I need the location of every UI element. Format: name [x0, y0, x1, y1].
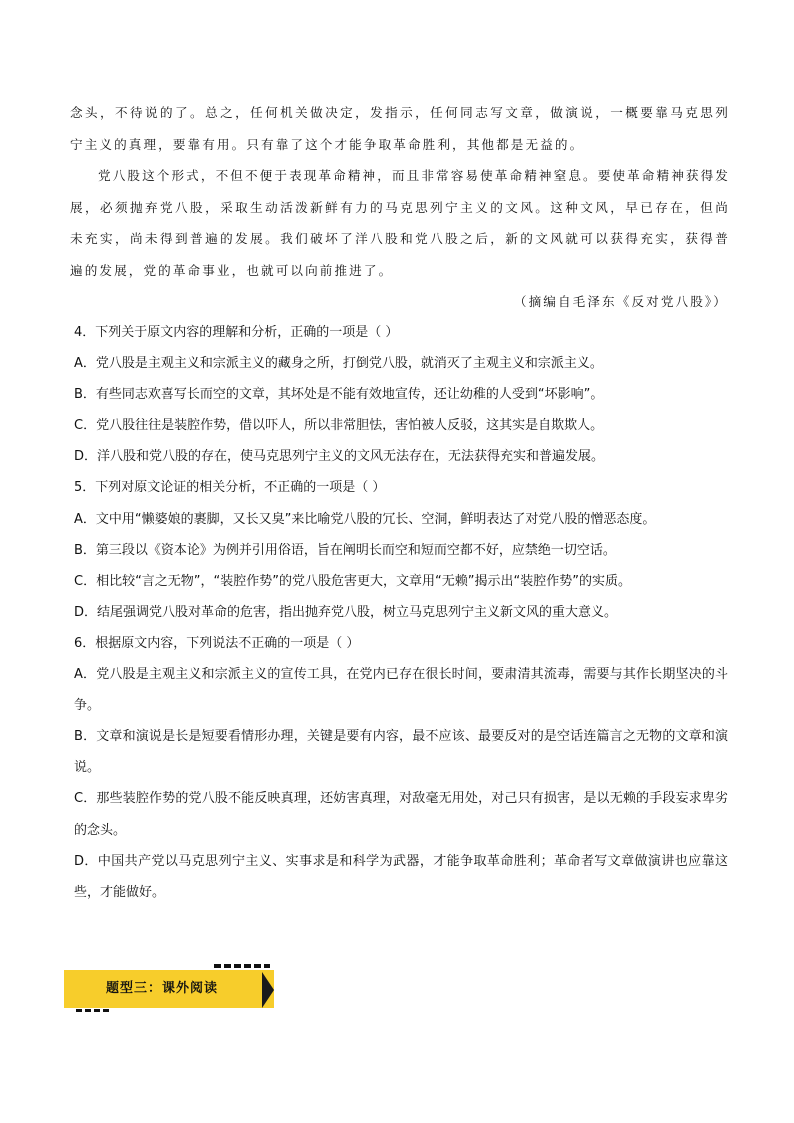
option-c: C．那些装腔作势的党八股不能反映真理，还妨害真理，对敌毫无用处，对己只有损害，是以无赖的手段妄求卑劣的念头。	[74, 791, 728, 838]
option-b: B．有些同志欢喜写长而空的文章，其坏处是不能有效地宣传，还让幼稚的人受到“坏影响”。	[74, 387, 604, 403]
banner-dash-decoration	[76, 1009, 110, 1012]
question-stem: 5．下列对原文论证的相关分析，不正确的一项是（ ）	[74, 480, 386, 496]
question-6	[74, 628, 728, 908]
passage-paragraph: 党八股这个形式，不但不便于表现革命精神，而且非常容易使革命精神窒息。要使革命精神获得发展，必须抛弃党八股，采取生动活泼新鲜有力的马克思列宁主义的文风。这种文风，早已存在，但尚未充实，尚未得到普遍的发展。我们破坏了洋八股和党八股之后，新的文风就可以获得充实，获得普遍的发展，党的革命事业，也就可以向前推进了。	[70, 168, 730, 278]
option-a: A．党八股是主观主义和宗派主义的宣传工具，在党内已存在很长时间，要肃清其流毒，需要与其作长期坚决的斗争。	[74, 667, 728, 714]
option-a: A．文中用“懒婆娘的裹脚，又长又臭”来比喻党八股的冗长、空洞，鲜明表达了对党八股的憎恶态度。	[74, 511, 656, 527]
question-stem: 4．下列关于原文内容的理解和分析，正确的一项是（ ）	[74, 325, 399, 340]
question-5	[74, 472, 728, 627]
option-b: B．文章和演说是长是短要看情形办理，关键是要有内容，最不应该、最要反对的是空话连篇言之无物的文章和演说。	[74, 729, 728, 776]
option-d: D．中国共产党以马克思列宁主义、实事求是和科学为武器，才能争取革命胜利；革命者写文章做演讲也应靠这些，才能做好。	[74, 853, 728, 900]
option-c: C．党八股往往是装腔作势，借以吓人，所以非常胆怯，害怕被人反驳，这其实是自欺欺人。	[74, 418, 604, 434]
question-4	[74, 317, 728, 472]
option-b: B．第三段以《资本论》为例并引用俗语，旨在阐明长而空和短而空都不好，应禁绝一切空话。	[74, 542, 616, 558]
option-a: A．党八股是主观主义和宗派主义的藏身之所，打倒党八股，就消灭了主观主义和宗派主义。	[74, 356, 603, 372]
option-d: D．结尾强调党八股对革命的危害，指出抛弃党八股，树立马克思列宁主义新文风的重大意义。	[74, 604, 618, 620]
section-banner	[64, 962, 274, 1012]
question-stem: 6．根据原文内容，下列说法不正确的一项是（ ）	[74, 635, 360, 651]
banner-shadow-corner	[262, 972, 274, 1008]
question-list	[74, 317, 728, 908]
option-c: C．相比较“言之无物”，“装腔作势”的党八股危害更大，文章用“无赖”揭示出“装腔作势”的实质。	[74, 573, 631, 589]
passage-source: （摘编自毛泽东《反对党八股》）	[513, 294, 728, 309]
banner-dash-decoration	[214, 964, 270, 968]
option-d: D．洋八股和党八股的存在，使马克思列宁主义的文风无法存在，无法获得充实和普遍发展。	[74, 449, 605, 465]
passage-excerpt	[70, 97, 730, 318]
section-title: 题型三：课外阅读	[106, 981, 219, 996]
passage-paragraph: 念头，不待说的了。总之，任何机关做决定，发指示，任何同志写文章，做演说，一概要靠马克思列宁主义的真理，要靠有用。只有靠了这个才能争取革命胜利，其他都是无益的。	[70, 105, 730, 152]
